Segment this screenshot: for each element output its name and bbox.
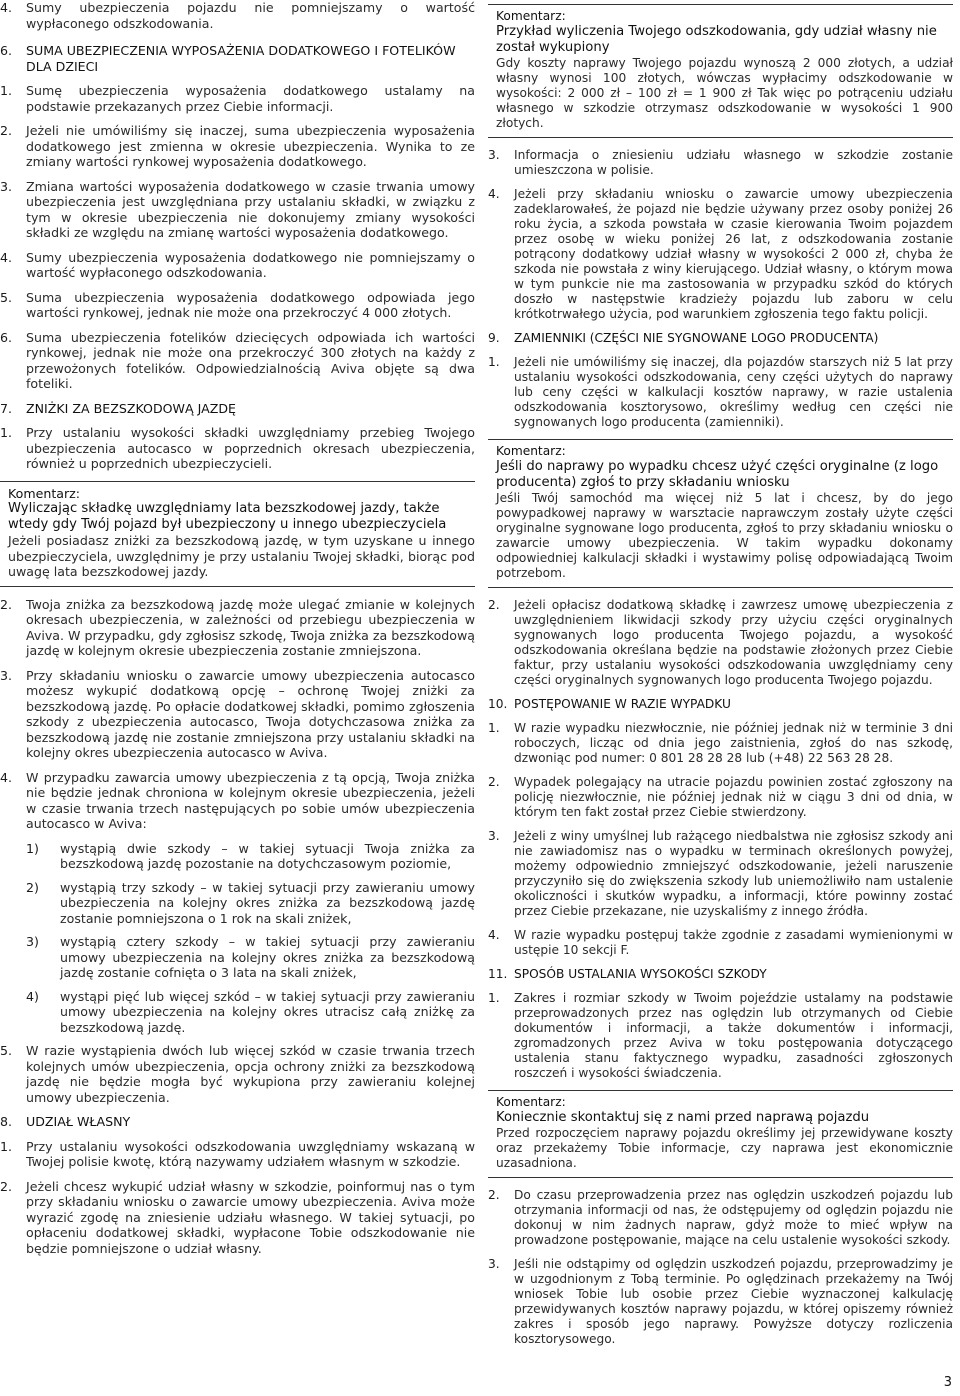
list-item xyxy=(0,123,475,170)
item-text: Sumy ubezpieczenia pojazdu nie pomniejszamy o wartość wypłaconego odszkodowania. xyxy=(26,0,475,31)
item-text: Twoja zniżka za bezszkodową jazdę może ulegać zmianie w kolejnych okresach ubezpieczenia, w zależności od przebiegu ubezpieczenia w Aviva. W przypadku, gdy zgłosisz szkodę, Twoja zniżka za bezszkodową jazdę w kolejnym okresie ubezpieczenia zostanie zmniejszona. xyxy=(26,596,475,658)
item-number: 2. xyxy=(0,596,13,612)
list-item xyxy=(488,1188,953,1248)
list-item xyxy=(0,668,475,761)
page-number: 3 xyxy=(943,1374,952,1390)
item-number: 3. xyxy=(488,829,500,843)
comment-title: Koniecznie skontaktuj się z nami przed naprawą pojazdu xyxy=(496,1110,870,1125)
list-item xyxy=(0,330,475,392)
sub-item-number: 4) xyxy=(26,988,39,1004)
comment-label: Komentarz: xyxy=(496,444,566,458)
comment-body: Jeżeli posiadasz zniżki za bezszkodową jazdę, w tym uzyskane u innego ubezpieczyciela, uwzględnimy je przy ustalaniu Twojej składki, biorąc pod uwagę lata bezszkodowej jazdy. xyxy=(8,533,475,579)
item-number: 5. xyxy=(0,1043,13,1058)
right-column xyxy=(488,0,953,1356)
list-item xyxy=(488,598,953,688)
section-number: 9. xyxy=(488,331,500,345)
section-heading xyxy=(0,1114,475,1130)
list-item xyxy=(488,928,953,958)
sub-item-text: wystąpią cztery szkody – w takiej sytuacji przy zawieraniu umowy ubezpieczenia na kolejny okres zniżka za bezszkodową jazdę zostanie cofnięta o 3 lata na skali zniżek, xyxy=(60,934,475,980)
item-number: 3. xyxy=(488,1257,500,1271)
item-text: Jeżeli z winy umyślnej lub rażącego niedbalstwa nie zgłosisz szkody ani nie zawiadomisz nas o wypadku w terminach określonych powyżej, możemy odpowiednio zmniejszyć odszkodowanie, jeżeli naruszenie przyczyniło się do zwiększenia szkody lub uniemożliwiło nam ustalenie okoliczności i skutków wypadku, a informacji, które powinny zostać przez Ciebie przekazane, nie uzyskaliśmy z innego źródła. xyxy=(514,829,953,918)
item-text: Informacja o zniesieniu udziału własnego w szkodzie zostanie umieszczona w polisie. xyxy=(514,148,953,177)
list-item xyxy=(0,1139,475,1170)
item-number: 2. xyxy=(0,1178,13,1194)
list-item xyxy=(488,148,953,178)
item-number: 4. xyxy=(488,187,500,201)
list-item xyxy=(0,0,475,31)
item-number: 2. xyxy=(488,1188,500,1202)
item-text: Sumę ubezpieczenia wyposażenia dodatkowego ustalamy na podstawie przekazanych przez Ciebie informacji. xyxy=(26,83,475,114)
section-heading xyxy=(0,43,475,74)
section-number: 11. xyxy=(488,967,508,981)
list-item xyxy=(0,250,475,281)
sub-item xyxy=(26,989,475,1036)
item-number: 6. xyxy=(0,329,13,345)
comment-body: Jeśli Twój samochód ma więcej niż 5 lat i chcesz, by do jego powypadkowej naprawy w warsztacie naprawczym zostały użyte części oryginalne sygnowane logo producenta, zgłoś to przy składaniu wniosku o zawarcie umowy ubezpieczenia. W takim wypadku dokonamy odpowiedniej kalkulacji składki i wystawimy polisę odpowiadającą Twoim potrzebom. xyxy=(496,491,953,580)
item-text: Jeżeli nie umówiliśmy się inaczej, suma ubezpieczenia wyposażenia dodatkowego jest zmienna w okresie ubezpieczenia. Wynika to ze zmiany wartości rynkowej wyposażenia dodatkowego. xyxy=(26,123,475,169)
sub-item xyxy=(26,841,475,872)
comment-body: Przed rozpoczęciem naprawy pojazdu określimy jej przewidywane koszty oraz przekażemy Tobie informacje, czy naprawa jest ekonomicznie uzasadniona. xyxy=(496,1126,953,1170)
item-number: 1. xyxy=(0,83,13,98)
item-text: Jeśli nie odstąpimy od oględzin uszkodzeń pojazdu, przeprowadzimy je w uzgodnionym z Tobą terminie. Po oględzinach przekażemy na Twój wniosek Tobie lub osobie przez Ciebie wyznaczonej kalkulację przewidywanych kosztów naprawy pojazdu, w której opiszemy również zakres i sposób jego naprawy. Powyższe dotyczy rozliczenia kosztorysowego. xyxy=(514,1257,953,1346)
item-text: W razie wystąpienia dwóch lub więcej szkód w czasie trwania trzech kolejnych umów ubezpieczenia, opcja ochrony zniżki za bezszkodową jazdę nie będzie mogła być wykupiona przy zawieraniu kolejnej umowy ubezpieczenia. xyxy=(26,1043,475,1105)
list-item xyxy=(0,597,475,659)
item-text: Przy ustalaniu wysokości odszkodowania uwzględniamy wskazaną w Twojej polisie kwotę, którą nazywamy udziałem własnym w szkodzie. xyxy=(26,1138,475,1169)
sub-item xyxy=(26,934,475,981)
item-text: W razie wypadku postępuj także zgodnie z zasadami wymienionymi w ustępie 10 sekcji F. xyxy=(514,928,953,957)
section-title: ZAMIENNIKI (CZĘŚCI NIE SYGNOWANE LOGO PRODUCENTA) xyxy=(514,331,879,345)
section-number: 10. xyxy=(488,697,508,711)
section-number: 6. xyxy=(0,43,13,58)
left-column xyxy=(0,0,475,1265)
item-text: Jeżeli chcesz wykupić udział własny w szkodzie, poinformuj nas o tym przy składaniu wniosku o zawarcie umowy ubezpieczenia. Aviva może wyrazić zgodę na zniesienie udziału własnego. W takiej sytuacji, po opłaceniu dodatkowej składki, wypłacone Tobie odszkodowanie nie będzie pomniejszone o udział własny. xyxy=(26,1178,475,1256)
comment-box xyxy=(0,481,475,587)
section-number: 7. xyxy=(0,400,13,416)
sub-item-number: 1) xyxy=(26,840,39,856)
section-heading xyxy=(488,697,953,712)
item-number: 4. xyxy=(0,769,13,785)
item-text: Wypadek polegający na utracie pojazdu powinien zostać zgłoszony na policję niezwłocznie, nie później jednak niż w ciągu 3 dni od dnia, w którym ten fakt został przez Ciebie stwierdzony. xyxy=(514,775,953,819)
item-number: 2. xyxy=(488,598,500,612)
list-item xyxy=(0,425,475,472)
list-item xyxy=(488,775,953,820)
item-text: Sumy ubezpieczenia wyposażenia dodatkowego nie pomniejszamy o wartość wypłaconego odszkodowania. xyxy=(26,249,475,280)
comment-label: Komentarz: xyxy=(496,1095,566,1109)
list-item xyxy=(488,1257,953,1347)
list-item xyxy=(0,83,475,114)
section-title: SUMA UBEZPIECZENIA WYPOSAŻENIA DODATKOWEGO I FOTELIKÓW DLA DZIECI xyxy=(26,43,456,74)
section-heading xyxy=(0,401,475,417)
list-item xyxy=(488,355,953,430)
list-item xyxy=(488,721,953,766)
comment-title: Przykład wyliczenia Twojego odszkodowania, gdy udział własny nie został wykupiony xyxy=(496,24,937,55)
item-number: 5. xyxy=(0,289,13,305)
item-number: 4. xyxy=(488,928,500,942)
sub-item xyxy=(26,880,475,927)
comment-box xyxy=(488,439,953,588)
item-text: Jeżeli przy składaniu wniosku o zawarcie umowy ubezpieczenia zadeklarowałeś, że pojazd nie będzie używany przez osoby poniżej 26 roku życia, a szkoda powstała w czasie kierowania Twoim pojazdem przez osobę w wieku poniżej 26 lat, z odszkodowania zostanie potrącony dodatkowy udział własny w wysokości 2 000 zł, chyba że szkoda nie powstała z winy kierującego. Udział własny, o którym mowa w tym punkcie nie ma zastosowania w przypadku szkód do których doszło w następstwie kradzieży pojazdu lub zaboru w celu krótkotrwałego użycia, pod warunkiem zgłoszenia tego faktu policji. xyxy=(514,187,953,321)
section-title: SPOSÓB USTALANIA WYSOKOŚCI SZKODY xyxy=(514,967,767,981)
comment-title: Jeśli do naprawy po wypadku chcesz użyć części oryginalne (z logo producenta) zgłoś to przy składaniu wniosku xyxy=(496,459,939,490)
comment-title: Wyliczając składkę uwzględniamy lata bezszkodowej jazdy, także wtedy gdy Twój pojazd był ubezpieczony u innego ubezpieczyciela xyxy=(8,501,447,532)
item-text: Jeżeli nie umówiliśmy się inaczej, dla pojazdów starszych niż 5 lat przy ustalaniu wysokości odszkodowania, ceny części użytych do naprawy lub ceny części w kalkulacji kosztów naprawy, w razie ustalenia odszkodowania kosztorysowo, określimy według cen części nie sygnowanych logo producenta (zamienniki). xyxy=(514,355,953,429)
item-number: 3. xyxy=(0,667,13,683)
comment-box xyxy=(488,1090,953,1178)
sub-item-text: wystąpią trzy szkody – w takiej sytuacji przy zawieraniu umowy ubezpieczenia na kolejny okres zniżka za bezszkodową jazdę zostanie pomniejszona o 1 rok na skali zniżek, xyxy=(60,879,475,926)
list-item xyxy=(0,290,475,321)
section-heading xyxy=(488,331,953,346)
item-number: 1. xyxy=(0,1138,13,1154)
section-title: POSTĘPOWANIE W RAZIE WYPADKU xyxy=(514,697,731,711)
sub-item-text: wystąpi pięć lub więcej szkód – w takiej sytuacji przy zawieraniu umowy ubezpieczenia na kolejny okres utracisz całą zniżkę za bezszkodową jazdę. xyxy=(60,988,475,1035)
sub-item-text: wystąpią dwie szkody – w takiej sytuacji Twoja zniżka za bezszkodową jazdę pozostanie na dotychczasowym poziomie, xyxy=(60,840,475,871)
item-number: 2. xyxy=(0,123,13,138)
list-item xyxy=(0,179,475,241)
item-text: Przy składaniu wniosku o zawarcie umowy ubezpieczenia autocasco możesz wykupić dodatkową opcję – ochronę Twojej zniżki za bezszkodową jazdę. Po opłacie dodatkowej składki, pomimo zgłoszenia szkody z ubezpieczenia autocasco, Twoja dotychczasowa zniżka za bezszkodową jazdę nie zostanie zmniejszona przy ustalaniu składki na kolejny okres ubezpieczenia autocasco w Aviva. xyxy=(26,667,475,760)
item-number: 3. xyxy=(0,178,13,194)
item-number: 3. xyxy=(488,148,500,162)
comment-label: Komentarz: xyxy=(8,485,81,501)
item-text: Jeżeli opłacisz dodatkową składkę i zawrzesz umowę ubezpieczenia z uwzględnieniem likwidacji szkody przy użyciu części oryginalnych sygnowanych logo producenta Twojego pojazdu, a wysokość odszkodowania określana będzie na podstawie złożonych przez Ciebie faktur, przy ustalaniu wysokości odszkodowania uwzględniamy ceny części oryginalnych sygnowanych logo producenta Twojego pojazdu. xyxy=(514,598,953,687)
item-text: Suma ubezpieczenia fotelików dziecięcych odpowiada ich wartości rynkowej, jednak nie może ona przekroczyć 300 złotych na każdy z przewożonych fotelików. Odpowiedzialnością Aviva objęte są dwa foteliki. xyxy=(26,329,475,391)
item-text: Zakres i rozmiar szkody w Twoim pojeździe ustalamy na podstawie przeprowadzonych przez nas oględzin lub otrzymanych od Ciebie dokumentów i informacji, a także dokumentów i informacji, zgromadzonych przez Aviva w toku postępowania dotyczącego ustalenia stanu faktycznego wypadku, zasadności zgłoszonych roszczeń i wysokości świadczenia. xyxy=(514,991,953,1080)
list-item xyxy=(488,991,953,1081)
section-title: ZNIŻKI ZA BEZSZKODOWĄ JAZDĘ xyxy=(26,400,237,416)
item-text: Suma ubezpieczenia wyposażenia dodatkowego odpowiada jego wartości rynkowej, jednak nie może ona przekroczyć 4 000 złotych. xyxy=(26,289,475,320)
section-heading xyxy=(488,967,953,982)
list-item xyxy=(0,1043,475,1105)
item-number: 1. xyxy=(488,721,500,735)
comment-label: Komentarz: xyxy=(496,9,566,23)
item-text: Do czasu przeprowadzenia przez nas oględzin uszkodzeń pojazdu lub otrzymania informacji od nas, że odstępujemy od oględzin pojazdu nie dokonuj w nim żadnych napraw, gdyż może to mieć wpływ na prowadzone postępowanie, mające na celu ustalenie wysokości szkody. xyxy=(514,1188,953,1247)
list-item xyxy=(0,770,475,832)
item-number: 4. xyxy=(0,0,13,15)
comment-box xyxy=(488,4,953,138)
comment-body: Gdy koszty naprawy Twojego pojazdu wynoszą 2 000 złotych, a udział własny wynosi 100 złotych, wówczas wypłacimy odszkodowanie w wysokości: 2 000 zł – 100 zł = 1 900 zł Tak więc po potrąceniu udziału własnego w szkodzie otrzymasz odszkodowanie w wysokości 1 900 złotych. xyxy=(496,56,953,130)
sub-item-number: 2) xyxy=(26,879,39,895)
item-number: 4. xyxy=(0,249,13,265)
item-number: 2. xyxy=(488,775,500,789)
item-number: 1. xyxy=(488,355,500,369)
item-text: W razie wypadku niezwłocznie, nie później jednak niż w terminie 3 dni roboczych, licząc od dnia jego zaistnienia, zgłoś do nas szkodę, dzwoniąc pod numer: 0 801 28 28 28 lub (+48) 22 563 28 28. xyxy=(514,721,953,765)
item-text: W przypadku zawarcia umowy ubezpieczenia z tą opcją, Twoja zniżka nie będzie jednak chroniona w kolejnym okresie ubezpieczenia, jeżeli w czasie trwania trzech następujących po sobie umów ubezpieczenia autocasco w Aviva: xyxy=(26,769,475,831)
list-item xyxy=(488,187,953,322)
list-item xyxy=(0,1179,475,1257)
item-number: 1. xyxy=(488,991,500,1005)
list-item xyxy=(488,829,953,919)
item-text: Przy ustalaniu wysokości składki uwzględniamy przebieg Twojego ubezpieczenia autocasco w poprzednich okresach ubezpieczenia, również u poprzednich ubezpieczycieli. xyxy=(26,425,475,471)
sub-item-number: 3) xyxy=(26,934,39,949)
section-number: 8. xyxy=(0,1114,13,1129)
section-title: UDZIAŁ WŁASNY xyxy=(26,1114,131,1129)
item-number: 1. xyxy=(0,425,13,440)
item-text: Zmiana wartości wyposażenia dodatkowego w czasie trwania umowy ubezpieczenia jest uwzględniana przy ustalaniu składki, w związku z tym w okresie ubezpieczenia nie dokonujemy zmiany wysokości składki ze względu na zmianę wartości wyposażenia dodatkowego. xyxy=(26,178,475,240)
